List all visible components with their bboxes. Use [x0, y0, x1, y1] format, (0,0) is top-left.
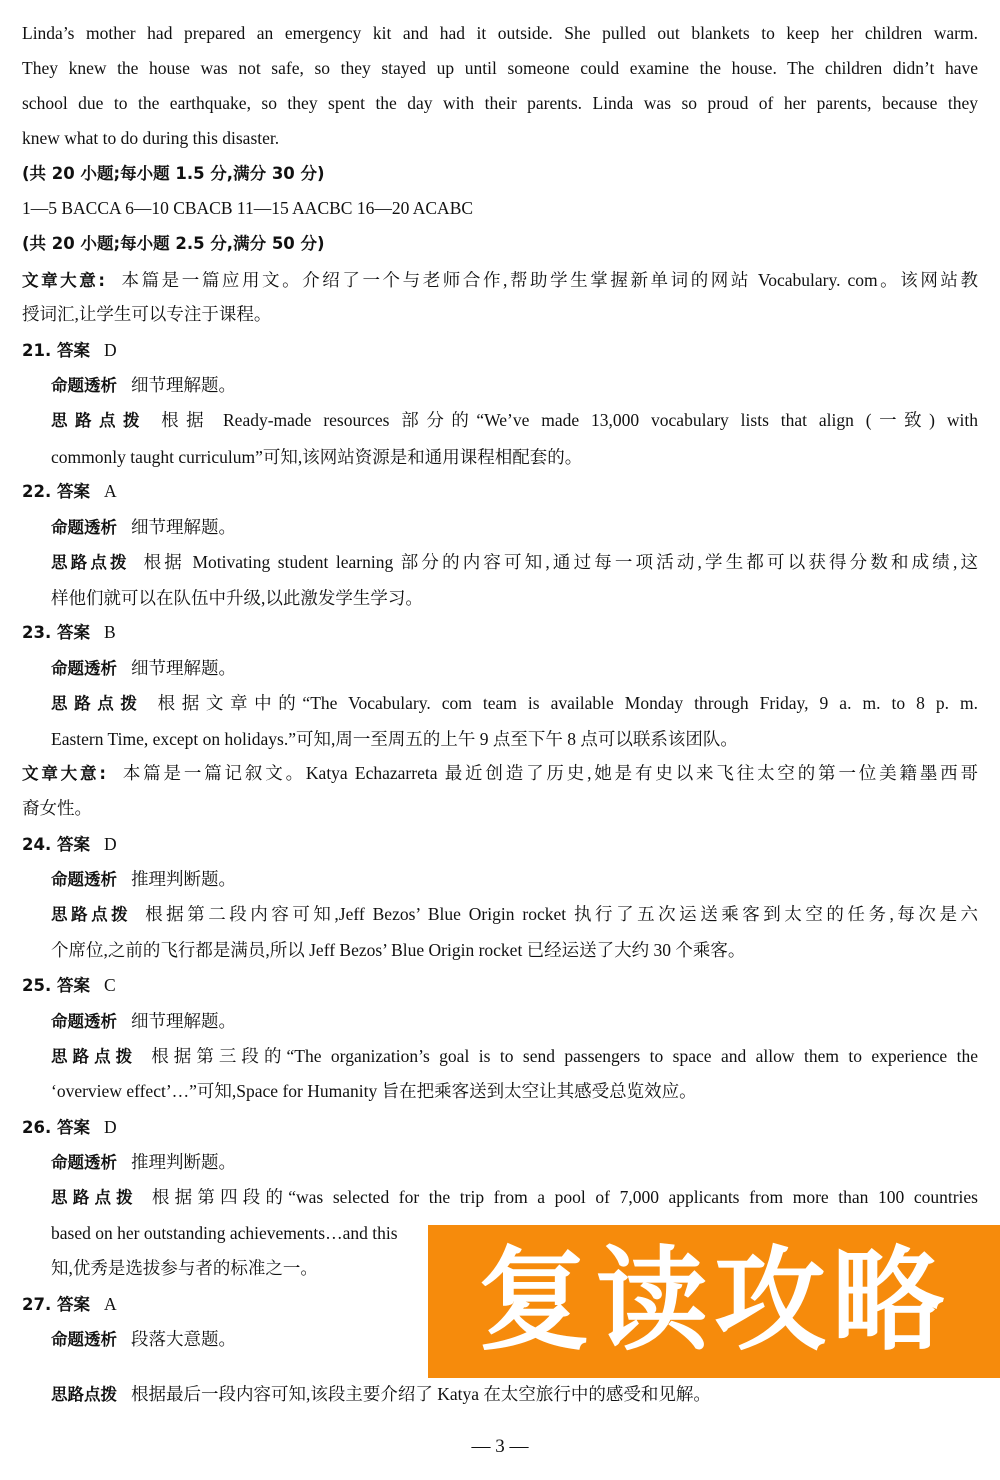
- text-line: [22, 302, 978, 326]
- line-text: 样他们就可以在队伍中升级,以此激发学生学习。: [51, 588, 423, 608]
- text-line: [22, 91, 978, 115]
- line-label: 思路点拨: [51, 905, 132, 924]
- line-label: 思路点拨: [51, 553, 130, 572]
- line-text: based on her outstanding achievements…and this: [51, 1223, 398, 1243]
- line-text: They knew the house was not safe, so they stayed up until someone could examine the house. The children didn’t have: [22, 58, 978, 78]
- line-text: A: [103, 1294, 117, 1314]
- line-text: 根据 Motivating student learning 部分的内容可知,通过每一项活动,学生都可以获得分数和成绩,这: [143, 552, 978, 572]
- text-line: [22, 479, 978, 503]
- line-label: 思路点拨: [51, 694, 144, 713]
- line-text: 1—5 BACCA 6—10 CBACB 11—15 AACBC 16—20 ACABC: [22, 198, 474, 218]
- line-label: 24. 答案: [22, 835, 90, 854]
- text-line: [51, 727, 978, 751]
- line-text: 细节理解题。: [131, 375, 236, 395]
- line-label: 21. 答案: [22, 341, 90, 360]
- text-line: [22, 620, 978, 644]
- line-text: 根据第二段内容可知,Jeff Bezos’ Blue Origin rocket 执行了五次运送乘客到太空的任务,每次是六: [145, 904, 978, 924]
- line-text: D: [103, 1117, 117, 1137]
- text-line: [51, 1150, 978, 1174]
- text-line: [22, 1115, 978, 1139]
- text-line: [51, 1009, 978, 1033]
- watermark-banner: 复读攻略: [428, 1225, 1000, 1378]
- text-line: [51, 1044, 978, 1068]
- line-label: 命题透析: [51, 870, 117, 889]
- text-line: [51, 691, 978, 715]
- line-label: 27. 答案: [22, 1295, 90, 1314]
- text-line: [51, 938, 978, 962]
- text-line: [22, 761, 978, 785]
- page-number: — 3 —: [471, 1436, 529, 1457]
- line-text: C: [103, 975, 116, 995]
- text-line: [51, 550, 978, 574]
- line-text: 细节理解题。: [131, 658, 236, 678]
- line-text: 细节理解题。: [131, 1011, 236, 1031]
- text-line: [51, 445, 978, 469]
- line-text: 根据文章中的“The Vocabulary. com team is available Monday through Friday, 9 a. m. to 8 p. m.: [157, 693, 978, 713]
- text-line: [22, 196, 978, 220]
- line-label: 命题透析: [51, 1330, 117, 1349]
- line-label: 23. 答案: [22, 623, 90, 642]
- line-label: 思路点拨: [51, 411, 148, 430]
- line-text: knew what to do during this disaster.: [22, 128, 280, 148]
- line-text: 本篇是一篇记叙文。Katya Echazarreta 最近创造了历史,她是有史以来飞往太空的第一位美籍墨西哥: [119, 763, 978, 783]
- text-line: [51, 867, 978, 891]
- line-text: B: [103, 622, 116, 642]
- line-label: (共 20 小题;每小题 1.5 分,满分 30 分): [22, 164, 325, 183]
- line-text: D: [103, 834, 117, 854]
- text-line: [22, 21, 978, 45]
- line-text: 推理判断题。: [131, 869, 236, 889]
- text-line: [22, 973, 978, 997]
- line-text: commonly taught curriculum”可知,该网站资源是和通用课程相配套的。: [51, 447, 583, 467]
- text-line: [51, 1382, 978, 1406]
- line-label: 命题透析: [51, 376, 117, 395]
- text-line: [51, 586, 978, 610]
- line-label: 文章大意:: [22, 764, 106, 783]
- line-text: D: [103, 340, 117, 360]
- text-line: [51, 1079, 978, 1103]
- line-text: A: [103, 481, 117, 501]
- line-label: 文章大意:: [22, 271, 105, 290]
- line-label: 命题透析: [51, 1012, 117, 1031]
- line-text: 推理判断题。: [131, 1152, 236, 1172]
- text-line: [22, 161, 978, 185]
- text-line: [22, 338, 978, 362]
- line-text: 本篇是一篇应用文。介绍了一个与老师合作,帮助学生掌握新单词的网站 Vocabulary. com。该网站教: [118, 270, 978, 290]
- text-line: [51, 902, 978, 926]
- line-text: 细节理解题。: [131, 517, 236, 537]
- line-label: 思路点拨: [51, 1385, 117, 1404]
- line-text: 裔女性。: [22, 798, 92, 818]
- line-text: 根据第三段的“The organization’s goal is to send passengers to space and allow them to experience the: [151, 1046, 978, 1066]
- line-text: 根据第四段的“was selected for the trip from a pool of 7,000 applicants from more than 100 countries: [151, 1187, 978, 1207]
- text-line: [51, 408, 978, 432]
- line-text: school due to the earthquake, so they spent the day with their parents. Linda was so proud of her parents, because they: [22, 93, 978, 113]
- text-line: [22, 268, 978, 292]
- line-text: 根据 Ready-made resources 部分的“We’ve made 13,000 vocabulary lists that align (一致) with: [161, 410, 978, 430]
- line-label: 命题透析: [51, 659, 117, 678]
- line-text: 个席位,之前的飞行都是满员,所以 Jeff Bezos’ Blue Origin rocket 已经运送了大约 30 个乘客。: [51, 940, 746, 960]
- line-text: Linda’s mother had prepared an emergency kit and had it outside. She pulled out blankets to keep her children warm.: [22, 23, 978, 43]
- line-text: Eastern Time, except on holidays.”可知,周一至周五的上午 9 点至下午 8 点可以联系该团队。: [51, 729, 738, 749]
- text-line: [22, 231, 978, 255]
- line-label: 思路点拨: [51, 1188, 138, 1207]
- line-label: (共 20 小题;每小题 2.5 分,满分 50 分): [22, 234, 325, 253]
- text-line: [51, 515, 978, 539]
- line-label: 22. 答案: [22, 482, 90, 501]
- line-label: 25. 答案: [22, 976, 90, 995]
- line-text: ‘overview effect’…”可知,Space for Humanity 旨在把乘客送到太空让其感受总览效应。: [51, 1081, 697, 1101]
- text-line: [51, 373, 978, 397]
- line-label: 思路点拨: [51, 1047, 138, 1066]
- text-line: [51, 656, 978, 680]
- text-line: [22, 126, 978, 150]
- line-text: 段落大意题。: [131, 1329, 236, 1349]
- text-line: [22, 832, 978, 856]
- line-text: 根据最后一段内容可知,该段主要介绍了 Katya 在太空旅行中的感受和见解。: [131, 1384, 711, 1404]
- line-label: 命题透析: [51, 518, 117, 537]
- text-line: [22, 56, 978, 80]
- line-text: 授词汇,让学生可以专注于课程。: [22, 304, 272, 324]
- text-line: [22, 796, 978, 820]
- line-text: 知,优秀是选拔参与者的标准之一。: [51, 1258, 318, 1278]
- text-line: [51, 1185, 978, 1209]
- line-label: 命题透析: [51, 1153, 117, 1172]
- line-label: 26. 答案: [22, 1118, 90, 1137]
